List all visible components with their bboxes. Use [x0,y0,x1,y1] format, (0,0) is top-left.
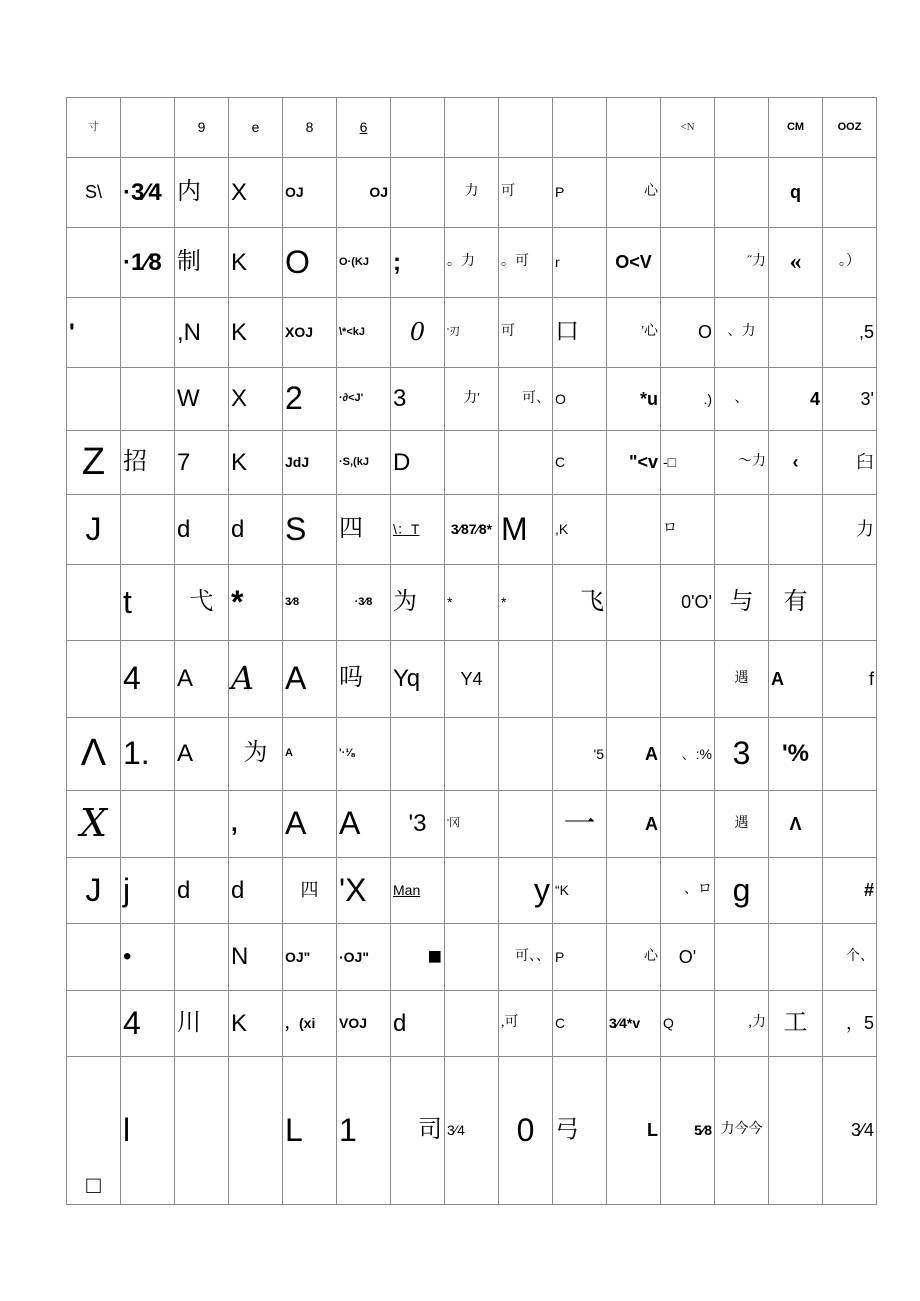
table-cell: J [67,858,121,924]
table-cell: N [229,924,283,991]
table-cell: \：T [391,495,445,565]
table-cell [121,368,175,431]
table-cell: X [67,791,121,858]
table-cell: CM [769,98,823,158]
table-cell: 5⁄8 [661,1057,715,1205]
table-cell: 、 [715,368,769,431]
table-cell [67,924,121,991]
table-cell: ,可 [499,991,553,1057]
table-cell: L [607,1057,661,1205]
table-cell: d [175,858,229,924]
table-cell [391,718,445,791]
table-cell: VOJ [337,991,391,1057]
table-cell: "<v [607,431,661,495]
table-cell: ,K [553,495,607,565]
table-cell: 飞 [553,565,607,641]
table-cell: q [769,158,823,228]
table-cell: 1 [337,1057,391,1205]
table-cell: 一 [553,791,607,858]
table-cell: * [445,565,499,641]
table-cell: 心 [607,158,661,228]
table-cell [823,791,877,858]
table-cell: OJ" [283,924,337,991]
table-cell: f [823,641,877,718]
table-cell [67,641,121,718]
table-cell: K [229,991,283,1057]
table-cell: 3⁄4 [823,1057,877,1205]
table-cell: S [283,495,337,565]
table-cell [121,298,175,368]
table-cell: J [67,495,121,565]
table-cell: ,N [175,298,229,368]
table-cell: 3 [391,368,445,431]
table-row [67,368,877,431]
table-row [67,991,877,1057]
table-cell: g [715,858,769,924]
table-cell [175,1057,229,1205]
table-row [67,858,877,924]
table-cell: ·∂<J' [337,368,391,431]
table-cell: 心 [607,924,661,991]
table-cell: A [175,718,229,791]
table-cell: A [769,641,823,718]
table-cell [67,228,121,298]
table-cell [553,98,607,158]
table-cell [229,1057,283,1205]
table-cell: 可 [499,158,553,228]
table-cell: Man [391,858,445,924]
table-cell: 7 [175,431,229,495]
table-cell: OOZ [823,98,877,158]
table-cell: 可、、 [499,924,553,991]
table-cell: □ [67,1057,121,1205]
table-cell: 口 [553,298,607,368]
table-cell [769,1057,823,1205]
table-cell: X [229,368,283,431]
table-cell: O' [661,924,715,991]
table-cell: 有 [769,565,823,641]
table-cell: 。可 [499,228,553,298]
table-cell: .) [661,368,715,431]
table-cell: ·1⁄8 [121,228,175,298]
table-cell: *u [607,368,661,431]
table-cell: 与 [715,565,769,641]
table-cell: ‹ [769,431,823,495]
table-cell: 可、 [499,368,553,431]
table-cell: y [499,858,553,924]
table-cell: 川 [175,991,229,1057]
table-cell: 力' [445,368,499,431]
table-cell: O [553,368,607,431]
table-cell: P [553,924,607,991]
table-cell [769,495,823,565]
table-cell: K [229,431,283,495]
table-cell [661,791,715,858]
table-cell: • [121,924,175,991]
table-cell: 3⁄87⁄8* [445,495,499,565]
table-cell: 制 [175,228,229,298]
table-row [67,641,877,718]
table-cell: d [229,495,283,565]
table-cell: 6 [337,98,391,158]
table-cell: O<V [607,228,661,298]
table-cell: OJ [337,158,391,228]
table-cell: ,力 [715,991,769,1057]
table-cell: 寸 [67,98,121,158]
table-cell: 弋 [175,565,229,641]
table-cell: 司 [391,1057,445,1205]
table-cell: 力今今 [715,1057,769,1205]
table-row [67,431,877,495]
table-cell [175,924,229,991]
table-cell: '心 [607,298,661,368]
table-cell [67,991,121,1057]
table-cell: JdJ [283,431,337,495]
table-row [67,158,877,228]
table-cell: * [499,565,553,641]
table-row [67,791,877,858]
table-cell: '% [769,718,823,791]
table-cell [499,718,553,791]
table-cell: Λ [67,718,121,791]
table-cell: ·OJ" [337,924,391,991]
table-cell: A [607,791,661,858]
table-cell: 遇 [715,641,769,718]
table-cell: 为 [229,718,283,791]
table-cell [661,641,715,718]
table-cell [607,495,661,565]
table-cell: '·⅛ [337,718,391,791]
table-cell: 内 [175,158,229,228]
table-cell [121,791,175,858]
table-cell: 3 [715,718,769,791]
table-cell [445,991,499,1057]
table-cell [823,158,877,228]
table-cell: A [283,718,337,791]
table-cell: 1. [121,718,175,791]
table-cell: X [229,158,283,228]
table-cell [499,98,553,158]
table-cell: Q [661,991,715,1057]
table-cell: t [121,565,175,641]
table-cell: 四 [283,858,337,924]
table-cell: Z [67,431,121,495]
table-cell: 吗 [337,641,391,718]
table-cell [445,858,499,924]
table-cell: 力 [445,158,499,228]
table-cell: 0'O' [661,565,715,641]
table-cell: d [391,991,445,1057]
table-cell: ·3⁄8 [337,565,391,641]
table-cell [715,158,769,228]
table-cell: ，(xi [283,991,337,1057]
table-cell: ; [391,228,445,298]
table-cell: 3' [823,368,877,431]
table-cell: ' [67,298,121,368]
table-cell: M [499,495,553,565]
table-cell: W [175,368,229,431]
table-cell: S\ [67,158,121,228]
table-cell: 。力 [445,228,499,298]
table-cell [715,98,769,158]
table-cell: 4 [121,641,175,718]
table-cell: Y4 [445,641,499,718]
table-cell [607,858,661,924]
table-cell: 、ロ [661,858,715,924]
table-cell: # [823,858,877,924]
table-cell [175,791,229,858]
table-cell: O [283,228,337,298]
table-row [67,924,877,991]
table-cell [445,98,499,158]
table-cell: A [175,641,229,718]
table-cell: ,5 [823,298,877,368]
table-cell [661,158,715,228]
table-cell: 为 [391,565,445,641]
table-cell: A [229,641,283,718]
table-cell: * [229,565,283,641]
table-cell: O·(KJ [337,228,391,298]
table-cell: 四 [337,495,391,565]
table-cell: D [391,431,445,495]
table-cell [607,565,661,641]
table-cell [769,858,823,924]
table-cell: P [553,158,607,228]
table-cell: d [229,858,283,924]
table-cell: 个、 [823,924,877,991]
table-cell [715,924,769,991]
table-cell: K [229,228,283,298]
table-cell: j [121,858,175,924]
table-cell: L [283,1057,337,1205]
table-cell: 'X [337,858,391,924]
table-cell: 0 [391,298,445,368]
table-cell: A [283,641,337,718]
table-row [67,718,877,791]
table-cell: C [553,431,607,495]
table-cell [553,641,607,718]
table-cell: '刃 [445,298,499,368]
table-cell [499,791,553,858]
table-cell [121,495,175,565]
table-cell: -□ [661,431,715,495]
table-cell [769,298,823,368]
table-cell [715,495,769,565]
table-cell: OJ [283,158,337,228]
table-cell: 2 [283,368,337,431]
table-cell: 4 [769,368,823,431]
table-row [67,1057,877,1205]
table-cell: 9 [175,98,229,158]
table-cell: '冈 [445,791,499,858]
table-cell: Yq [391,641,445,718]
table-cell [607,98,661,158]
table-cell [445,924,499,991]
table-cell [823,718,877,791]
table-cell: <N [661,98,715,158]
table-cell: 4 [121,991,175,1057]
table-cell [769,924,823,991]
table-cell: d [175,495,229,565]
table-cell: 0 [499,1057,553,1205]
character-grid-table [66,97,877,1205]
table-row [67,495,877,565]
table-cell: ·3⁄4 [121,158,175,228]
table-cell: XOJ [283,298,337,368]
table-cell: l [121,1057,175,1205]
table-cell [499,641,553,718]
table-row [67,298,877,368]
table-cell [499,431,553,495]
table-cell: ～力 [715,431,769,495]
table-cell: ロ [661,495,715,565]
table-cell: Λ [769,791,823,858]
table-cell: 3⁄8 [283,565,337,641]
table-cell: A [607,718,661,791]
table-cell: 遇 [715,791,769,858]
table-cell [445,431,499,495]
table-cell: 3⁄4*v [607,991,661,1057]
table-cell [67,565,121,641]
table-cell: e [229,98,283,158]
table-cell [445,718,499,791]
table-cell: 、:% [661,718,715,791]
table-cell: C [553,991,607,1057]
table-row [67,228,877,298]
table-cell [823,565,877,641]
table-cell: ■ [391,924,445,991]
table-cell [607,641,661,718]
table-cell: '3 [391,791,445,858]
table-cell: 弓 [553,1057,607,1205]
table-cell: r [553,228,607,298]
table-cell [391,98,445,158]
table-cell [67,368,121,431]
table-cell: ˝力 [715,228,769,298]
table-cell: '5 [553,718,607,791]
table-cell: 招 [121,431,175,495]
table-cell: A [337,791,391,858]
table-cell [661,228,715,298]
table-cell: 可 [499,298,553,368]
table-cell: ·S,(kJ [337,431,391,495]
table-cell: “K [553,858,607,924]
table-cell: , [229,791,283,858]
table-cell: \*<kJ [337,298,391,368]
table-cell: A [283,791,337,858]
table-cell: K [229,298,283,368]
table-cell: 工 [769,991,823,1057]
table-cell: 臼 [823,431,877,495]
table-cell: ，5 [823,991,877,1057]
table-cell: 8 [283,98,337,158]
table-cell [121,98,175,158]
table-cell: 、力 [715,298,769,368]
table-cell: 。） [823,228,877,298]
table-cell: 力 [823,495,877,565]
table-row [67,565,877,641]
table-cell: « [769,228,823,298]
table-cell: O [661,298,715,368]
table-cell [391,158,445,228]
table-cell: 3⁄4 [445,1057,499,1205]
table-row [67,98,877,158]
